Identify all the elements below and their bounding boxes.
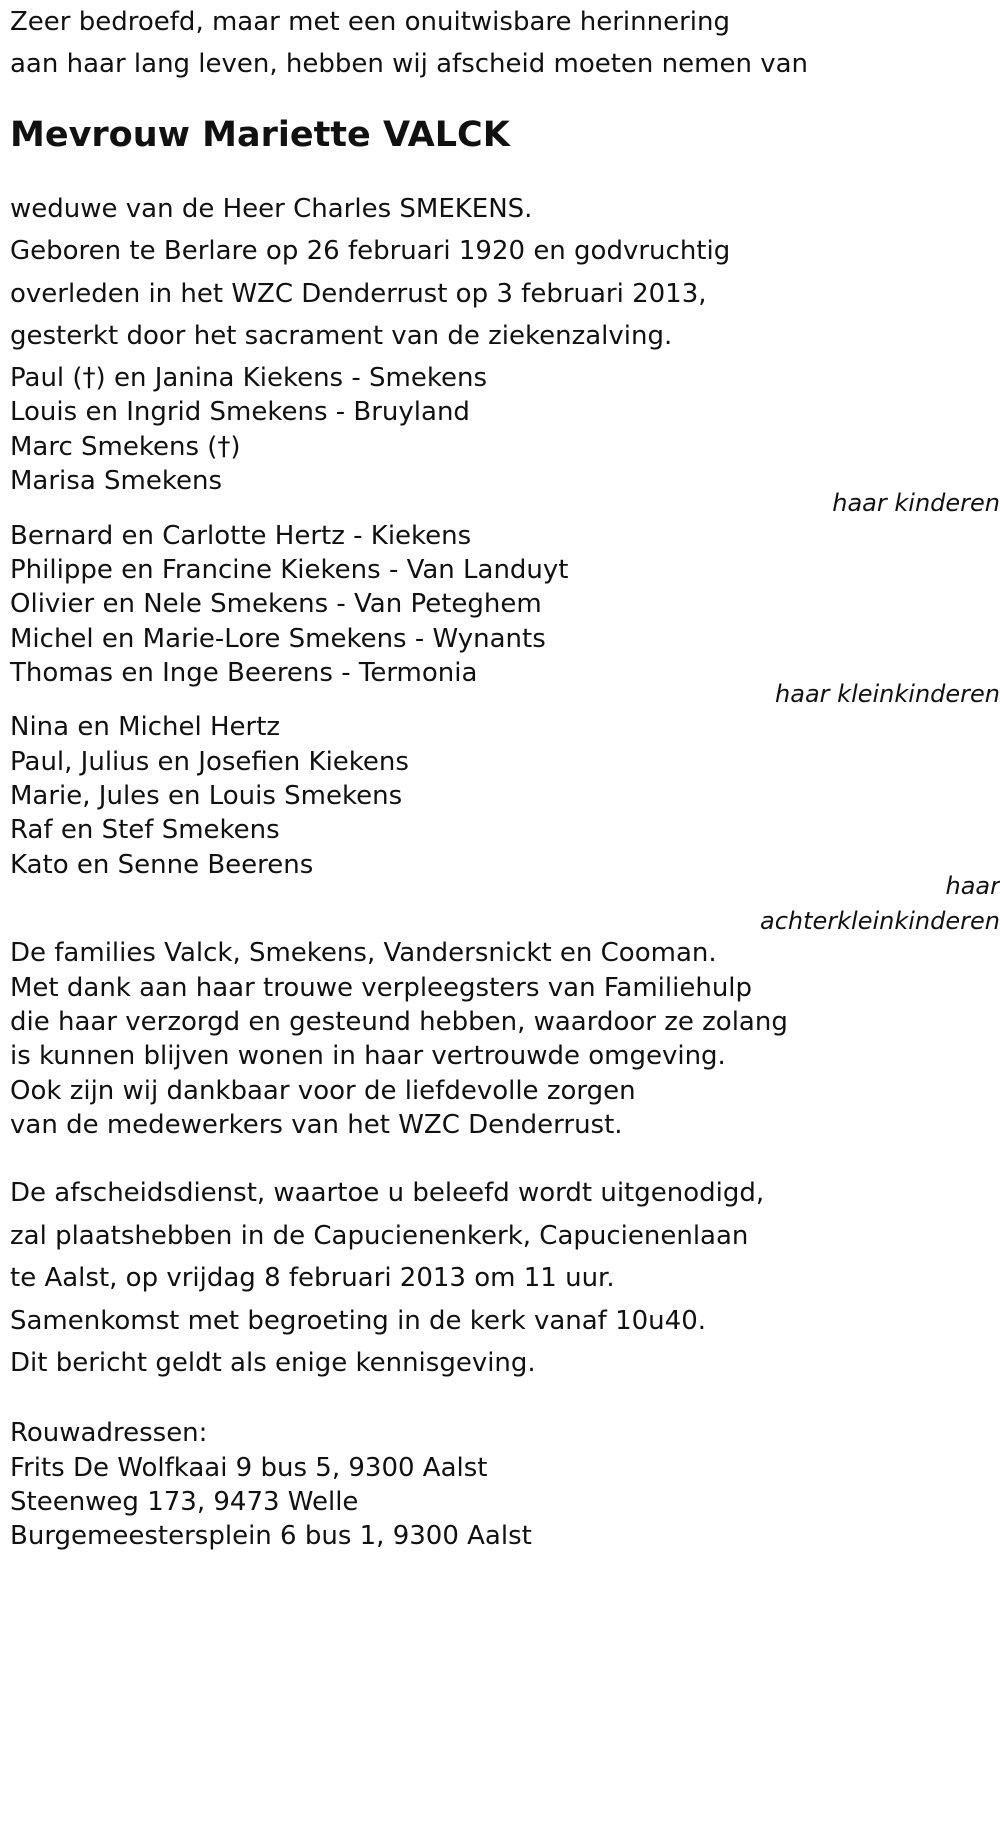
address-line: Frits De Wolfkaai 9 bus 5, 9300 Aalst [10, 1453, 488, 1483]
families-line: De families Valck, Smekens, Vandersnickt en Cooman. [10, 938, 717, 968]
great-grandchildren-label: haar [945, 872, 1000, 900]
thanks-line: die haar verzorgd en gesteund hebben, waardoor ze zolang [10, 1007, 788, 1037]
child-entry: Marc Smekens (†) [10, 432, 241, 462]
thanks-line: Ook zijn wij dankbaar voor de liefdevolle zorgen [10, 1076, 636, 1106]
intro-line: aan haar lang leven, hebben wij afscheid moeten nemen van [10, 49, 809, 79]
detail-line: weduwe van de Heer Charles SMEKENS. [10, 194, 533, 224]
service-line: te Aalst, op vrijdag 8 februari 2013 om 11 uur. [10, 1263, 615, 1293]
grandchild-entry: Philippe en Francine Kiekens - Van Landuyt [10, 555, 569, 585]
child-entry: Marisa Smekens [10, 466, 222, 496]
detail-line: Geboren te Berlare op 26 februari 1920 en godvruchtig [10, 236, 731, 266]
thanks-line: Met dank aan haar trouwe verpleegsters van Familiehulp [10, 973, 753, 1003]
service-line: De afscheidsdienst, waartoe u beleefd wordt uitgenodigd, [10, 1178, 765, 1208]
child-entry: Louis en Ingrid Smekens - Bruyland [10, 397, 470, 427]
death-notice [10, 0, 1000, 1823]
deceased-name: Mevrouw Mariette VALCK [10, 115, 510, 155]
great-grandchild-entry: Paul, Julius en Josefien Kiekens [10, 747, 409, 777]
notice-line: Dit bericht geldt als enige kennisgeving. [10, 1348, 536, 1378]
great-grandchildren-label: achterkleinkinderen [760, 907, 1000, 935]
grandchild-entry: Thomas en Inge Beerens - Termonia [10, 658, 478, 688]
grandchildren-label: haar kleinkinderen [775, 680, 1000, 708]
intro-line: Zeer bedroefd, maar met een onuitwisbare herinnering [10, 7, 731, 37]
thanks-line: van de medewerkers van het WZC Denderrust. [10, 1110, 623, 1140]
grandchild-entry: Bernard en Carlotte Hertz - Kiekens [10, 521, 472, 551]
child-entry: Paul (†) en Janina Kiekens - Smekens [10, 363, 487, 393]
great-grandchild-entry: Raf en Stef Smekens [10, 815, 280, 845]
children-label: haar kinderen [832, 489, 1000, 517]
addresses-heading: Rouwadressen: [10, 1418, 208, 1448]
great-grandchild-entry: Nina en Michel Hertz [10, 712, 281, 742]
detail-line: gesterkt door het sacrament van de ziekenzalving. [10, 321, 673, 351]
service-line: zal plaatshebben in de Capucienenkerk, Capucienenlaan [10, 1221, 749, 1251]
service-line: Samenkomst met begroeting in de kerk vanaf 10u40. [10, 1306, 707, 1336]
address-line: Steenweg 173, 9473 Welle [10, 1487, 359, 1517]
thanks-line: is kunnen blijven wonen in haar vertrouwde omgeving. [10, 1041, 726, 1071]
great-grandchild-entry: Kato en Senne Beerens [10, 850, 314, 880]
great-grandchild-entry: Marie, Jules en Louis Smekens [10, 781, 403, 811]
detail-line: overleden in het WZC Denderrust op 3 februari 2013, [10, 279, 707, 309]
grandchild-entry: Michel en Marie-Lore Smekens - Wynants [10, 624, 546, 654]
address-line: Burgemeestersplein 6 bus 1, 9300 Aalst [10, 1521, 532, 1551]
grandchild-entry: Olivier en Nele Smekens - Van Peteghem [10, 589, 542, 619]
